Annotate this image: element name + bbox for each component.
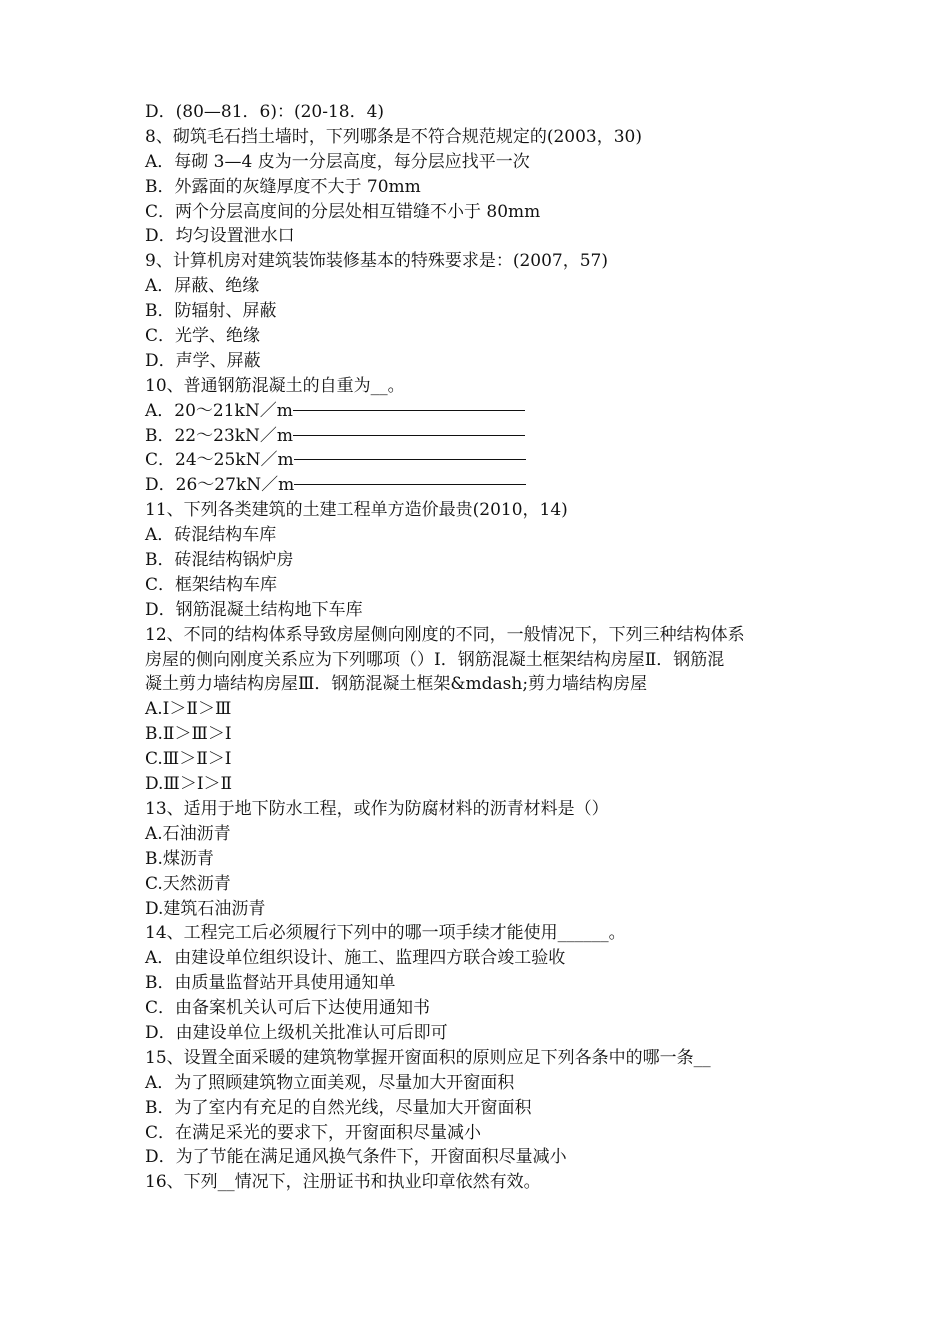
option-line: C.天然沥青 xyxy=(145,873,231,894)
option-line: B．为了室内有充足的自然光线，尽量加大开窗面积 xyxy=(145,1097,532,1118)
question-10-stem: 10、普通钢筋混凝土的自重为__。 xyxy=(145,375,405,396)
option-line-with-rule xyxy=(145,473,825,498)
option-line: C．两个分层高度间的分层处相互错缝不小于 80mm xyxy=(145,201,541,222)
option-line: A．砖混结构车库 xyxy=(145,525,277,546)
option-line: C．由备案机关认可后下达使用通知书 xyxy=(145,998,431,1019)
option-line-with-rule xyxy=(145,399,825,424)
option-line: D．(80—81．6)：(20-18．4) xyxy=(145,102,385,122)
option-line: B．由质量监督站开具使用通知单 xyxy=(145,973,396,994)
option-line-with-rule xyxy=(145,448,825,473)
option-line: A．为了照顾建筑物立面美观，尽量加大开窗面积 xyxy=(145,1072,515,1093)
option-line: B．外露面的灰缝厚度不大于 70mm xyxy=(145,176,421,197)
option-line-with-rule xyxy=(145,424,825,449)
option-line: B.Ⅱ＞Ⅲ＞Ⅰ xyxy=(145,724,232,745)
question-12-stem: 凝土剪力墙结构房屋Ⅲ．钢筋混凝土框架&mdash;剪力墙结构房屋 xyxy=(145,674,648,695)
option-line: C．框架结构车库 xyxy=(145,574,278,595)
answer-rule xyxy=(294,484,526,485)
option-line: B．防辐射、屏蔽 xyxy=(145,301,277,322)
option-line: D．均匀设置泄水口 xyxy=(145,226,295,247)
question-8-stem: 8、砌筑毛石挡土墙时，下列哪条是不符合规范规定的(2003，30) xyxy=(145,126,642,147)
option-text: B．22～23kN／m xyxy=(145,425,294,446)
option-line: D．为了节能在满足通风换气条件下，开窗面积尽量减小 xyxy=(145,1147,567,1168)
option-line: D．由建设单位上级机关批准认可后即可 xyxy=(145,1022,448,1043)
question-12-stem: 房屋的侧向刚度关系应为下列哪项（）Ⅰ．钢筋混凝土框架结构房屋Ⅱ．钢筋混 xyxy=(145,649,725,670)
option-line: B．砖混结构锅炉房 xyxy=(145,550,294,571)
option-line: D.建筑石油沥青 xyxy=(145,898,266,919)
option-line: A．每砌 3—4 皮为一分层高度，每分层应找平一次 xyxy=(145,151,530,172)
document-page xyxy=(145,100,825,1195)
option-line: D.Ⅲ＞Ⅰ＞Ⅱ xyxy=(145,774,233,795)
option-line: C．在满足采光的要求下，开窗面积尽量减小 xyxy=(145,1122,482,1143)
question-11-stem: 11、下列各类建筑的土建工程单方造价最贵(2010，14) xyxy=(145,500,568,521)
answer-rule xyxy=(294,459,526,460)
option-line: A.Ⅰ＞Ⅱ＞Ⅲ xyxy=(145,699,232,720)
option-text: D．26～27kN／m xyxy=(145,475,295,496)
option-line: B.煤沥青 xyxy=(145,848,214,869)
question-12-stem: 12、不同的结构体系导致房屋侧向刚度的不同，一般情况下，下列三种结构体系 xyxy=(145,624,745,645)
question-13-stem: 13、适用于地下防水工程，或作为防腐材料的沥青材料是（） xyxy=(145,798,609,819)
option-line: A.石油沥青 xyxy=(145,823,231,844)
option-line: A．屏蔽、绝缘 xyxy=(145,276,260,297)
answer-rule xyxy=(293,435,525,436)
question-15-stem: 15、设置全面采暖的建筑物掌握开窗面积的原则应足下列各条中的哪一条__ xyxy=(145,1047,711,1068)
option-line: D．声学、屏蔽 xyxy=(145,350,261,371)
option-line: A．由建设单位组织设计、施工、监理四方联合竣工验收 xyxy=(145,948,566,969)
option-line: C.Ⅲ＞Ⅱ＞Ⅰ xyxy=(145,749,232,770)
question-14-stem: 14、工程完工后必须履行下列中的哪一项手续才能使用______。 xyxy=(145,923,626,944)
question-16-stem: 16、下列__情况下，注册证书和执业印章依然有效。 xyxy=(145,1172,541,1193)
answer-rule xyxy=(293,410,525,411)
option-line: C．光学、绝缘 xyxy=(145,326,261,347)
option-text: C．24～25kN／m xyxy=(145,450,294,471)
option-line: D．钢筋混凝土结构地下车库 xyxy=(145,599,363,620)
option-text: A．20～21kN／m xyxy=(145,400,293,421)
question-9-stem: 9、计算机房对建筑装饰装修基本的特殊要求是：(2007，57) xyxy=(145,251,608,272)
